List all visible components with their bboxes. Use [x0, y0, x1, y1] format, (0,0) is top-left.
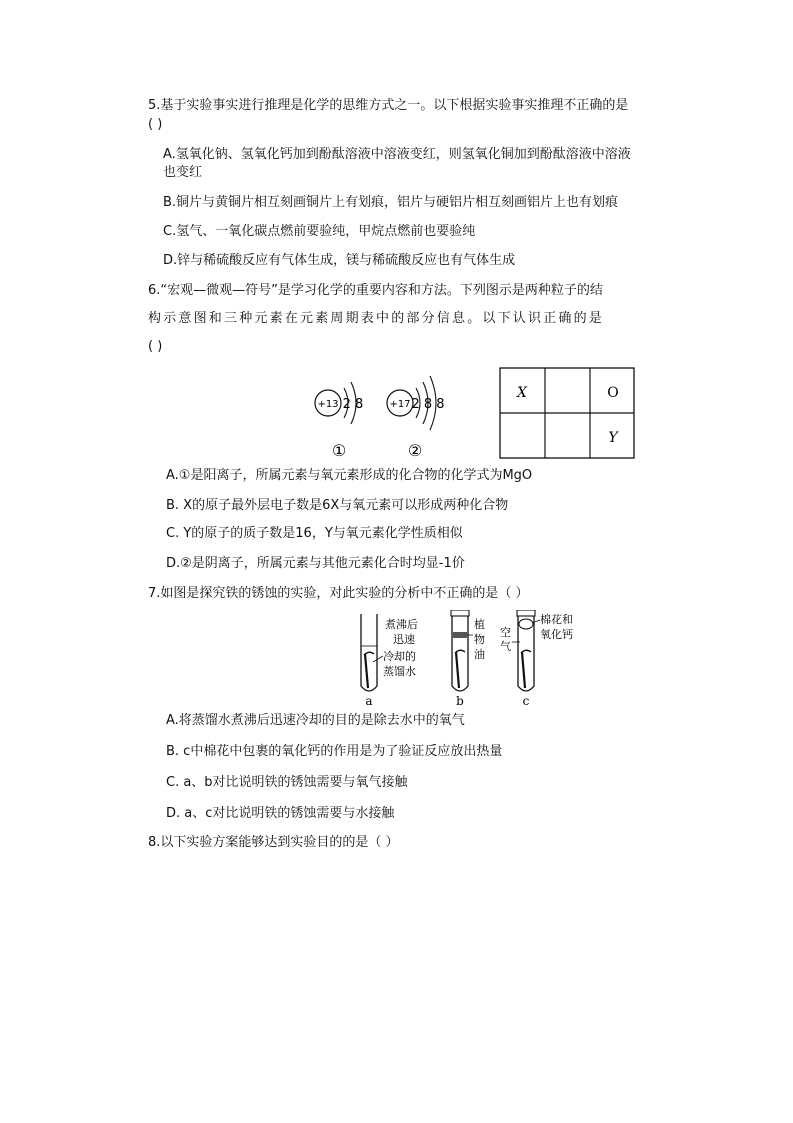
- atom2-electron-text: 2 8 8: [411, 397, 445, 412]
- tube-c-air-text-2: 气: [500, 640, 511, 653]
- tube-a-iron-nail: [365, 654, 368, 688]
- q5-stem-line2: ( ): [148, 117, 163, 132]
- tube-a-text-3: 冷却的: [383, 650, 416, 663]
- atom2-label: ②: [407, 441, 423, 460]
- table-cell-y: Y: [608, 430, 618, 446]
- q6-stem-line3: ( ): [148, 339, 163, 354]
- tube-b-text-2: 物: [474, 633, 485, 646]
- q6-option-c: C. Y的原子的质子数是16，Y与氧元素化学性质相似: [166, 526, 463, 541]
- tube-b-text-3: 油: [474, 648, 485, 661]
- q6-option-d: D.②是阴离子，所属元素与其他元素化合时均显-1价: [166, 556, 465, 571]
- q5-option-c: C.氢气、一氧化碳点燃前要验纯，甲烷点燃前也要验纯: [163, 224, 476, 239]
- q7-option-a: A.将蒸馏水煮沸后迅速冷却的目的是除去水中的氧气: [166, 713, 465, 728]
- q7-rusting-experiment-figure: [355, 610, 625, 710]
- tube-a-nail-head: [364, 652, 374, 655]
- q6-option-a: A.①是阳离子，所属元素与氧元素形成的化合物的化学式为MgO: [166, 468, 533, 483]
- tube-a-text-4: 蒸馏水: [383, 665, 416, 678]
- tube-c-iron-nail: [522, 652, 525, 688]
- q5-option-d: D.锌与稀硫酸反应有气体生成，镁与稀硫酸反应也有气体生成: [163, 253, 516, 268]
- tube-c-text-1: 棉花和: [540, 613, 573, 626]
- tube-c-label: c: [522, 694, 530, 708]
- q5-option-a-line2: 也变红: [163, 165, 203, 180]
- tube-c-stopper: [517, 610, 535, 616]
- q6-periodic-table-fragment: [498, 366, 638, 462]
- tube-b-label: b: [456, 694, 464, 708]
- tube-c-nail-head: [521, 650, 531, 653]
- atom1-label: ①: [331, 441, 347, 460]
- tube-b-glass: [452, 614, 468, 691]
- q7-option-d: D. a、c对比说明铁的锈蚀需要与水接触: [166, 806, 395, 821]
- q6-stem-line2: 构示意图和三种元素在元素周期表中的部分信息。以下认识正确的是: [148, 311, 605, 326]
- q7-stem: 7.如图是探究铁的锈蚀的实验，对此实验的分析中不正确的是（ ）: [148, 586, 529, 601]
- table-cell-o: O: [607, 385, 619, 401]
- tube-c-air-text-1: 空: [500, 626, 511, 639]
- q6-atom-structure-figure: [300, 368, 470, 463]
- atom1-electron-text: 2 8: [342, 397, 364, 412]
- tube-b-text-1: 植: [474, 618, 485, 631]
- tube-a-text-1: 煮沸后: [385, 618, 418, 631]
- table-cell-x: X: [517, 385, 527, 401]
- atom1-nucleus-text: +13: [317, 399, 339, 410]
- tube-b-stopper: [451, 610, 469, 616]
- q5-option-a-line1: A.氢氧化钠、氢氧化钙加到酚酞溶液中溶液变红，则氢氧化铜加到酚酞溶液中溶液: [163, 147, 631, 162]
- tube-b-iron-nail: [456, 652, 459, 688]
- q7-option-c: C. a、b对比说明铁的锈蚀需要与氧气接触: [166, 775, 408, 790]
- atom2-nucleus-text: +17: [389, 399, 411, 410]
- q6-option-b: B. X的原子最外层电子数是6X与氧元素可以形成两种化合物: [166, 498, 509, 513]
- tube-b-oil-layer: [453, 632, 467, 638]
- tube-c-glass: [518, 614, 534, 691]
- tube-b-nail-head: [455, 650, 465, 653]
- q7-option-b: B. c中棉花中包裹的氧化钙的作用是为了验证反应放出热量: [166, 744, 503, 759]
- tube-a-label: a: [365, 694, 373, 708]
- q5-option-b: B.铜片与黄铜片相互刻画铜片上有划痕，铝片与硬铝片相互刻画铝片上也有划痕: [163, 195, 619, 210]
- tube-c-cotton-ball: [519, 619, 533, 629]
- q6-stem-line1: 6.“宏观—微观—符号”是学习化学的重要内容和方法。下列图示是两种粒子的结: [148, 283, 603, 298]
- q8-stem: 8.以下实验方案能够达到实验目的的是（ ）: [148, 835, 399, 850]
- q5-stem-line1: 5.基于实验事实进行推理是化学的思维方式之一。以下根据实验事实推理不正确的是: [148, 98, 629, 113]
- tube-a-pointer: [373, 656, 383, 662]
- tube-c-text-2: 氧化钙: [540, 628, 573, 641]
- tube-c-cotton-pointer: [532, 620, 540, 623]
- tube-a-text-2: 迅速: [393, 633, 415, 646]
